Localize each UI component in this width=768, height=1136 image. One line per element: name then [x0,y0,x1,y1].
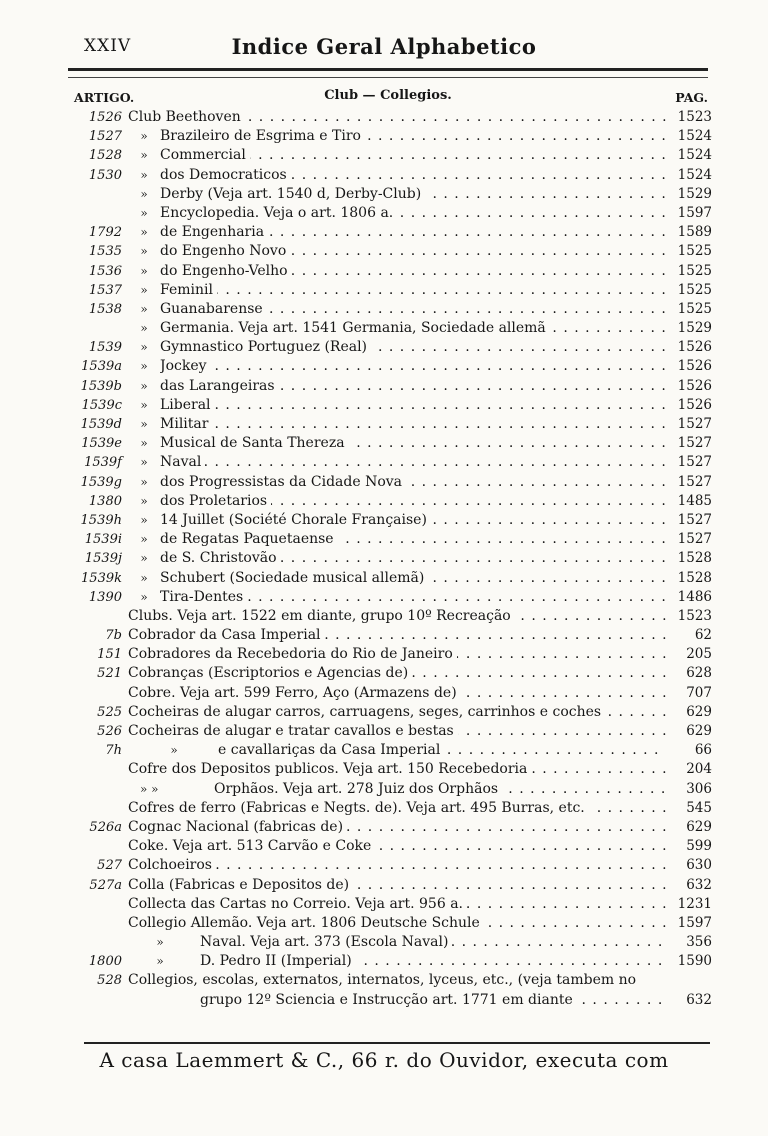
index-entry [0,396,768,415]
entry-page-number: 1525 [668,242,712,261]
entry-article-number: 521 [97,666,122,682]
entry-article-number: 1539 [88,340,122,356]
index-entry [0,876,768,895]
entry-page-number: 1525 [668,300,712,319]
entry-page-number: 1529 [668,319,712,338]
entry-page-number: 630 [668,856,712,875]
index-entry [0,760,768,779]
index-entry [0,837,768,856]
entry-text: Brazileiro de Esgrima e Tiro [160,128,365,144]
entry-text: e cavallariças da Casa Imperial [218,742,444,758]
entry-page-number: 306 [668,780,712,799]
entry-page-number: 1486 [668,588,712,607]
entry-page-number: 1589 [668,223,712,242]
entry-article-number: 1792 [88,225,122,241]
entry-ditto-mark: » [140,321,148,336]
entry-ditto-mark: » [140,340,148,355]
entry-ditto-mark: » [140,512,148,527]
entry-page-number: 1527 [668,453,712,472]
index-entry [0,108,768,127]
entry-text: Militar [160,416,212,432]
entry-text: Cobradores da Recebedoria do Rio de Janeiro [128,646,457,662]
entry-ditto-mark: » [140,397,148,412]
entry-page-number: 1524 [668,127,712,146]
entry-text: Cobre. Veja art. 599 Ferro, Aço (Armazens de) [128,685,461,701]
index-entry [0,569,768,588]
entry-article-number: 7b [105,628,122,644]
entry-page-number: 1526 [668,396,712,415]
entry-page-number: 545 [668,799,712,818]
entry-text: Cofres de ferro (Fabricas e Negts. de). Veja art. 495 Burras, etc. [128,800,589,816]
entry-article-number: 526 [97,724,122,739]
entry-page-number: 1526 [668,338,712,357]
index-entry [0,166,768,185]
entry-page-number: 1527 [668,473,712,492]
entry-article-number: 1539a [81,359,122,375]
entry-page-number: 62 [668,626,712,645]
entry-text: Musical de Santa Thereza [160,435,349,451]
entry-article-number: 1539g [80,474,122,490]
page-title: Indice Geral Alphabetico [231,34,537,59]
index-entry [0,185,768,204]
index-entry [0,146,768,165]
entry-text: Germania. Veja art. 1541 Germania, Sociedade allemã [160,320,550,336]
entry-article-number: 1527 [88,129,122,145]
entry-page-number: 632 [668,876,712,895]
entry-text: dos Democraticos [160,167,291,183]
entry-page-number: 1528 [668,569,712,588]
entry-page-number: 632 [668,991,712,1010]
entry-ditto-mark: » [140,474,148,489]
entry-page-number: 1526 [668,377,712,396]
entry-article-number: 1539d [80,417,122,432]
entry-article-number: 1539b [80,378,122,394]
entry-ditto-mark: » [140,570,148,585]
entry-page-number: 1597 [668,204,712,223]
entry-page-number: 629 [668,722,712,741]
index-entry [0,223,768,242]
entry-article-number: 1526 [88,110,122,125]
entry-article-number: 526a [89,819,122,835]
entry-text: Collegios, escolas, externatos, internatos, lyceus, etc., (veja tambem no [128,972,640,988]
entry-article-number: 1539e [81,436,122,452]
entry-text: das Larangeiras [160,378,279,394]
entry-article-number: 7h [105,743,122,759]
index-entry [0,204,768,223]
entry-page-number: 1525 [668,262,712,281]
entry-ditto-mark: » [140,436,148,451]
entry-text: de Regatas Paquetaense [160,531,338,547]
entry-ditto-mark: » [140,225,148,240]
footer-advert: A casa Laemmert & C., 66 r. do Ouvidor, executa com [99,1048,669,1072]
entry-article-number: 1539j [84,551,122,567]
entry-page-number: 599 [668,837,712,856]
entry-ditto-mark: » [140,493,148,508]
entry-text: Colchoeiros [128,857,216,873]
entry-text: Naval [160,454,205,470]
index-entry [0,741,768,760]
index-entry [0,856,768,875]
index-entry [0,933,768,952]
entry-page-number: 1590 [668,952,712,971]
entry-text: de Engenharia [160,224,268,240]
entry-ditto-mark: » [140,378,148,393]
entry-ditto-mark: » [156,954,164,969]
entry-article-number: 151 [97,647,122,663]
entry-article-number: 1537 [88,282,122,298]
entry-article-number: 1539f [84,455,122,471]
entry-ditto-mark: » [140,551,148,566]
index-entry [0,895,768,914]
entry-article-number: 527 [97,858,122,874]
entry-article-number: 1528 [88,148,122,164]
entry-page-number: 628 [668,664,712,683]
entry-text: Tira-Dentes [160,589,247,605]
entry-article-number: 1536 [88,263,122,279]
entry-article-number: 1539h [80,512,122,528]
entry-article-number: 1800 [88,954,122,970]
index-entry [0,588,768,607]
entry-article-number: 528 [97,973,122,989]
entry-text: Cobrador da Casa Imperial [128,627,325,643]
entry-article-number: 1380 [88,493,122,509]
entry-ditto-mark: » [140,359,148,374]
entry-ditto-mark: » [156,935,164,950]
entry-text: Encyclopedia. Veja o art. 1806 a. [160,205,397,221]
index-entry [0,549,768,568]
entry-page-number: 1523 [668,108,712,127]
entry-page-number: 1527 [668,511,712,530]
entry-text: Gymnastico Portuguez (Real) [160,339,371,355]
entry-text: Cocheiras de alugar carros, carruagens, seges, carrinhos e coches [128,704,605,720]
index-entry [0,971,768,990]
entry-article-number: 1538 [88,301,122,317]
index-entry [0,492,768,511]
entry-page-number: 1231 [668,895,712,914]
index-entry [0,684,768,703]
entry-page-number: 66 [668,741,712,760]
entry-text: Derby (Veja art. 1540 d, Derby-Club) [160,186,425,202]
index-entry [0,434,768,453]
entry-article-number: 527a [89,877,122,893]
entry-ditto-mark: » [140,167,148,182]
entry-ditto-mark: » [140,148,148,163]
page-number: XXIV [84,36,132,56]
entry-text: Collecta das Cartas no Correio. Veja art. 956 a. [128,896,467,912]
entry-ditto-mark: » [140,301,148,316]
index-entry [0,626,768,645]
entry-text: Clubs. Veja art. 1522 em diante, grupo 10º Recreação [128,608,515,624]
page-header [0,34,768,64]
entry-text: Coke. Veja art. 513 Carvão e Coke [128,838,375,854]
entry-page-number: 1527 [668,415,712,434]
entry-text: dos Proletarios [160,493,271,509]
entry-ditto-mark: » [140,205,148,220]
entry-page-number: 629 [668,818,712,837]
entry-text: Cofre dos Depositos publicos. Veja art. 150 Recebedoria [128,761,531,777]
index-entry [0,645,768,664]
entry-page-number: 1529 [668,185,712,204]
entry-text: do Engenho Novo [160,243,290,259]
entry-page-number: 1597 [668,914,712,933]
index-entry [0,511,768,530]
entry-text: do Engenho-Velho [160,263,292,279]
entry-text: Jockey [160,358,211,374]
entry-page-number: 1524 [668,166,712,185]
entry-page-number: 707 [668,684,712,703]
entry-page-number: 1528 [668,549,712,568]
entry-text: Feminil [160,282,217,298]
index-entry [0,453,768,472]
footer-rule [84,1042,710,1044]
index-entry [0,338,768,357]
entry-ditto-mark: » [170,743,178,758]
entry-page-number: 356 [668,933,712,952]
entry-text: Schubert (Sociedade musical allemã) [160,570,428,586]
index-entry [0,799,768,818]
entry-text: 14 Juillet (Société Chorale Française) [160,512,431,528]
index-entry [0,818,768,837]
entry-page-number: 1527 [668,530,712,549]
entry-ditto-mark: » [140,263,148,278]
entry-text: D. Pedro II (Imperial) [200,953,356,969]
index-entry [0,530,768,549]
index-entry [0,127,768,146]
index-entry [0,319,768,338]
index-entry [0,703,768,722]
entry-page-number: 1524 [668,146,712,165]
entry-text: Colla (Fabricas e Depositos de) [128,877,353,893]
index-entry [0,991,768,1010]
entry-text: grupo 12º Sciencia e Instrucção art. 1771 em diante [200,992,577,1008]
column-header-artigo: ARTIGO. [74,90,135,105]
entry-text: Collegio Allemão. Veja art. 1806 Deutsche Schule [128,915,484,931]
index-entry [0,357,768,376]
entry-ditto-mark: » [140,455,148,470]
index-entry [0,473,768,492]
entry-text: de S. Christovão [160,550,281,566]
entry-ditto-mark: » [140,417,148,431]
index-entry [0,281,768,300]
index-entry [0,300,768,319]
index-entry [0,377,768,396]
entry-article-number: 1535 [88,244,122,260]
column-header-section: Club — Collegios. [324,88,452,103]
entry-article-number: 525 [97,704,122,720]
entry-ditto-mark: » [140,589,148,604]
entry-page-number: 1525 [668,281,712,300]
entry-text: Cobranças (Escriptorios e Agencias de) [128,665,412,681]
entry-article-number: 1539k [81,570,122,586]
column-header-pag: PAG. [675,90,708,105]
index-entries [0,108,768,1010]
entry-page-number: 1523 [668,607,712,626]
entry-text: Cocheiras de alugar e tratar cavallos e bestas [128,723,458,739]
entry-page-number: 629 [668,703,712,722]
entry-text: Naval. Veja art. 373 (Escola Naval) [200,934,452,950]
entry-article-number: 1539i [84,532,122,548]
header-rule [68,68,708,78]
index-entry [0,415,768,434]
index-entry [0,607,768,626]
entry-ditto-mark: » [140,282,148,297]
entry-ditto-mark: » [140,186,148,201]
index-entry [0,722,768,741]
index-entry [0,664,768,683]
entry-page-number: 1526 [668,357,712,376]
entry-article-number: 1539c [81,397,122,413]
entry-page-number: 205 [668,645,712,664]
entry-ditto-mark: » » [140,781,159,796]
entry-text: Guanabarense [160,301,267,317]
index-entry [0,914,768,933]
entry-article-number: 1530 [88,167,122,183]
entry-ditto-mark: » [140,244,148,259]
index-entry [0,262,768,281]
entry-text: Cognac Nacional (fabricas de) [128,819,347,835]
entry-page-number: 1485 [668,492,712,511]
entry-text: Liberal [160,397,215,413]
entry-article-number: 1390 [88,589,122,605]
entry-text: Commercial [160,147,250,163]
entry-page-number: 204 [668,760,712,779]
index-entry [0,952,768,971]
index-entry [0,242,768,261]
column-header [68,88,708,108]
index-entry [0,780,768,799]
entry-text: Club Beethoven [128,109,245,125]
entry-text: Orphãos. Veja art. 278 Juiz dos Orphãos [214,781,502,797]
entry-ditto-mark: » [140,532,148,547]
entry-ditto-mark: » [140,129,148,144]
entry-page-number: 1527 [668,434,712,453]
entry-text: dos Progressistas da Cidade Nova [160,474,406,490]
